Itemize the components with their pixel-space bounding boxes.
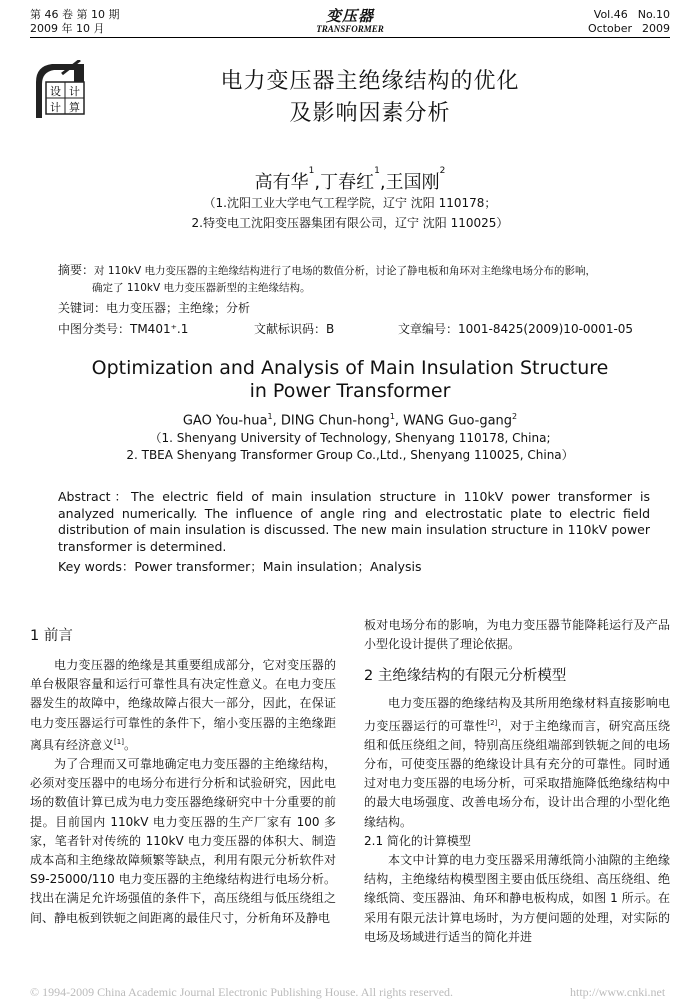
document-code: 文献标识码：B <box>254 322 335 336</box>
author-2-en: DING Chun-hong <box>280 413 390 429</box>
copyright-footer <box>30 985 666 1000</box>
paragraph: 电力变压器的绝缘结构及其所用绝缘材料直接影响电力变压器运行的可靠性[2]，对于主绝缘而言，研究高压绕组和低压绕组之间，特别高压绕组端部到铁轭之间的电场分布，可使变压器的绝缘设计具有充分的可靠性。同时通过对电力变压器的电场分析，可采取措施降低绝缘结构中的最大电场强度、改善电场分布，设计出合理的小型化绝缘结构。 <box>364 696 670 829</box>
logo-char-4: 算 <box>69 101 80 114</box>
affiliations-en <box>0 430 700 464</box>
header-left <box>30 8 119 36</box>
section-1-heading: 1 前言 <box>30 628 73 644</box>
affiliation-en-1: （1. Shenyang University of Technology, Shenyang 110178, China; <box>149 431 551 445</box>
abstract-en <box>58 489 650 555</box>
footer-url[interactable]: http://www.cnki.net <box>570 985 666 999</box>
issue-en: No.10 <box>637 8 670 21</box>
copyright-text: © 1994-2009 China Academic Journal Electronic Publishing House. All rights reserved. <box>30 985 454 999</box>
section-2-heading: 2 主绝缘结构的有限元分析模型 <box>364 668 567 685</box>
affiliation-cn-1: （1.沈阳工业大学电气工程学院，辽宁 沈阳 110178； <box>203 196 497 210</box>
volume-issue-cn: 第 46 卷 第 10 期 <box>30 8 120 21</box>
paper-title-en <box>0 357 700 403</box>
month-en: October <box>587 22 632 35</box>
citation-2[interactable]: [2] <box>487 718 498 727</box>
journal-name-en: TRANSFORMER <box>316 24 384 34</box>
affiliation-en-2: 2. TBEA Shenyang Transformer Group Co.,Ltd., Shenyang 110025, China） <box>126 448 574 462</box>
title-cn-line-2: 及影响因素分析 <box>289 101 451 126</box>
keywords-en <box>58 557 421 575</box>
paragraph: 本文中计算的电力变压器采用薄纸筒小油隙的主绝缘结构，主绝缘结构模型图主要由低压绕组、高压绕组、绝缘纸筒、变压器油、角环和静电板构成，如图 1 所示。在采用有限元法计算电场时，为方便问题的处理，对实际的电场及场域进行适当的简化并进 <box>364 853 670 944</box>
authors-cn: 高有华$^1$,丁春红$^1$,王国刚$^2$ <box>254 166 446 193</box>
date-cn: 2009 年 10 月 <box>30 22 105 35</box>
author-1-cn: 高有华 <box>254 172 309 193</box>
author-2-cn: 丁春红 <box>320 172 375 193</box>
paragraph: 板对电场分布的影响，为电力变压器节能降耗运行及产品小型化设计提供了理论依据。 <box>364 618 670 652</box>
keywords-en-text: Power transformer；Main insulation；Analysis <box>134 559 422 574</box>
clc-number: 中图分类号：TM401⁺.1 <box>58 322 189 336</box>
title-en-line-1: Optimization and Analysis of Main Insulation Structure <box>91 357 609 379</box>
authors-en: GAO You-hua$^1$, DING Chun-hong$^1$, WANG Guo-gang$^2$ <box>182 412 518 429</box>
abstract-en-text: The electric field of main insulation structure in 110kV power transformer is analyzed numerically. The influence of angle ring and electrostatic plate to electric field distribution of main insulation is discussed. The new main insulation structure in 110kV power transformer is determined. <box>58 489 650 554</box>
header-right <box>578 8 670 36</box>
journal-name-cn: 变压器 <box>325 7 374 25</box>
section-2-1-heading: 2.1 简化的计算模型 <box>364 833 471 848</box>
body-right-column <box>364 616 670 947</box>
paper-title-cn <box>120 66 620 130</box>
article-number: 文章编号：1001-8425(2009)10-0001-05 <box>398 322 634 336</box>
citation-1[interactable]: [1] <box>114 737 124 746</box>
affiliations-cn <box>0 193 700 233</box>
design-computation-logo-icon <box>32 60 88 120</box>
keywords-en-label: Key words： <box>58 559 135 574</box>
year-en: 2009 <box>642 22 670 35</box>
title-en-line-2: in Power Transformer <box>249 380 451 402</box>
paragraph: 电力变压器的绝缘是其重要组成部分，它对变压器的单台极限容量和运行可靠性具有决定性意义。在电力变压器发生的故障中，绝缘故障占很大一部分，因此，在保证电力变压器运行可靠性的条件下，缩小变压器的主绝缘距离具有经济意义[1]。 <box>30 658 336 752</box>
abstract-cn-label: 摘要： <box>58 263 95 277</box>
keywords-cn <box>58 299 250 316</box>
keywords-cn-text: 电力变压器；主绝缘；分析 <box>106 301 251 315</box>
abstract-cn <box>58 262 648 297</box>
abstract-cn-line-1: 对 110kV 电力变压器的主绝缘结构进行了电场的数值分析，讨论了静电板和角环对主绝缘电场分布的影响， <box>94 265 596 277</box>
logo-char-2: 计 <box>69 85 80 98</box>
header-divider <box>30 37 670 38</box>
logo-char-1: 设 <box>50 85 61 98</box>
journal-masthead <box>300 5 400 34</box>
abstract-en-label: Abstract： <box>58 489 132 504</box>
paragraph: 为了合理而又可靠地确定电力变压器的主绝缘结构，必须对变压器中的电场分布进行分析和试验研究，因此电场的数值计算已成为电力变压器绝缘研究中十分重要的前提。目前国内 110kV 电力变压器的生产厂家有 100 多家，笔者针对传统的 110kV 电力变压器的体积大、制造成本高和主绝缘故障频繁等缺点，利用有限元分析软件对 S9-25000/110 电力变压器的主绝缘结构进行电场分析。找出在满足允许场强值的条件下，高压绕组与低压绕组之间、静电板到铁轭之间距离的最佳尺寸，分析角环及静电 <box>30 757 336 925</box>
author-3-cn: 王国刚 <box>385 172 440 193</box>
abstract-cn-line-2: 确定了 110kV 电力变压器新型的主绝缘结构。 <box>92 282 311 294</box>
title-cn-line-1: 电力变压器主绝缘结构的优化 <box>220 69 520 94</box>
author-1-en: GAO You-hua <box>182 413 268 429</box>
affiliation-cn-2: 2.特变电工沈阳变压器集团有限公司，辽宁 沈阳 110025） <box>191 216 509 230</box>
logo-char-3: 计 <box>50 101 61 114</box>
keywords-cn-label: 关键词： <box>58 301 107 315</box>
author-3-en: WANG Guo-gang <box>403 413 513 429</box>
body-left-column <box>30 626 336 928</box>
volume-en: Vol.46 <box>593 8 628 21</box>
